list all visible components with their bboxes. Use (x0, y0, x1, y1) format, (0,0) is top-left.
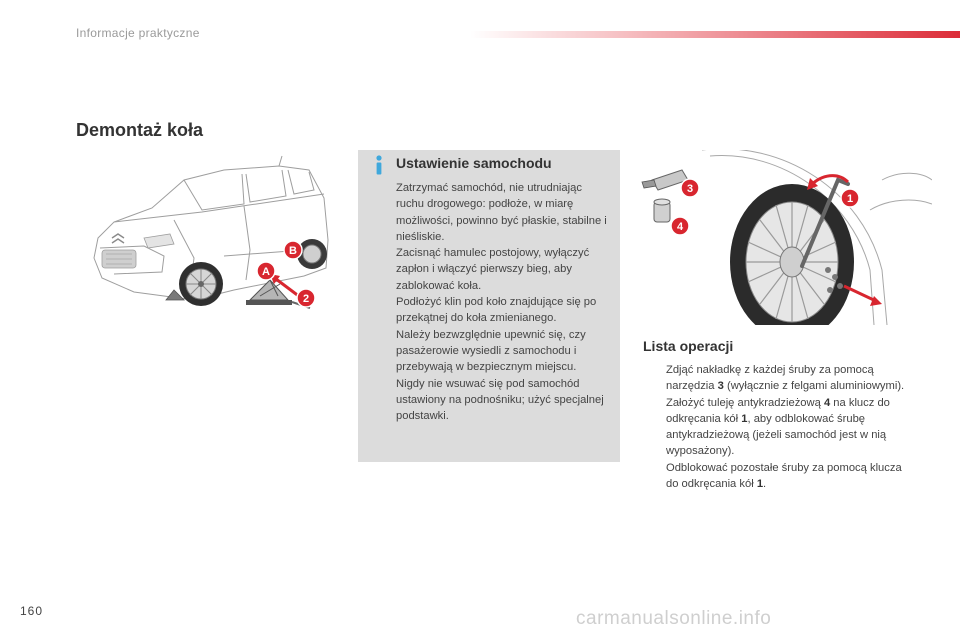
info-paragraph: Zacisnąć hamulec postojowy, wyłączyć zapłon i włączyć pierwszy bieg, aby zablokować koła. (396, 247, 590, 292)
anti-theft-socket (654, 199, 670, 222)
op-text: , aby odblokować śrubę antykradzieżową (jeżeli samochód jest w nią wyposażony). (666, 412, 887, 458)
list-item (645, 460, 915, 493)
section-title: Demontaż koła (76, 120, 204, 140)
info-paragraph: Nigdy nie wsuwać się pod samochód ustawiony na podnośniku; użyć specjalnej podstawki. (396, 377, 604, 423)
page-number: 160 (20, 604, 44, 618)
callout-2 (297, 289, 315, 307)
op-text: Zdjąć nakładkę z każdej śruby za pomocą narzędzia (666, 364, 874, 393)
callout-3-label: 3 (686, 183, 694, 195)
op-text: Założyć tuleję antykradzieżową (666, 396, 824, 409)
info-box-text (396, 180, 611, 424)
op-ref: 3 (717, 380, 724, 393)
callout-a-label: A (262, 266, 270, 278)
car-headlight (144, 234, 174, 248)
list-item (645, 395, 915, 460)
callout-b (284, 241, 302, 259)
callout-1-label: 1 (846, 193, 854, 205)
info-box-title: Ustawienie samochodu (396, 155, 552, 171)
front-wheel (179, 262, 223, 306)
operations-list (645, 362, 915, 492)
list-item (645, 362, 915, 395)
info-icon (372, 155, 386, 175)
op-text: (wyłącznie z felgami aluminiowymi). (723, 380, 905, 393)
wheel-removal-illustration (632, 150, 932, 325)
info-paragraph: Zatrzymać samochód, nie utrudniając ruchu drogowego: podłoże, w miarę możliwości, powinno być płaskie, stabilne i nieśliskie. (396, 182, 607, 243)
car-grille (102, 234, 136, 268)
callout-3 (681, 179, 699, 197)
op-text: . (763, 478, 767, 491)
op-ref: 4 (823, 396, 831, 409)
op-ref: 1 (741, 412, 748, 425)
info-paragraph: Należy bezwzględnie upewnić się, czy pasażerowie wysiedli z samochodu i przebywają w bezpiecznym miejscu. (396, 328, 586, 374)
header-title: Informacje praktyczne (76, 26, 200, 40)
op-text: Odblokować pozostałe śruby za pomocą klucza do odkręcania kół (666, 461, 902, 491)
info-paragraph: Podłożyć klin pod koło znajdujące się po przekątnej do koła zmienianego. (396, 296, 597, 325)
callout-2-label: 2 (302, 293, 310, 305)
callout-4 (671, 217, 689, 235)
operations-title: Lista operacji (643, 338, 734, 354)
header-accent-bar (470, 31, 960, 38)
op-text: na klucz do odkręcania kół (666, 396, 890, 425)
tyre (730, 184, 854, 325)
op-ref: 1 (756, 478, 764, 491)
callout-4-label: 4 (676, 221, 684, 233)
callout-a (257, 262, 275, 280)
callout-b-label: B (289, 245, 297, 257)
bolt-arrow (844, 286, 882, 306)
car-jack-illustration (74, 150, 344, 325)
callout-1 (841, 189, 859, 207)
watermark: carmanualsonline.info (576, 608, 772, 629)
